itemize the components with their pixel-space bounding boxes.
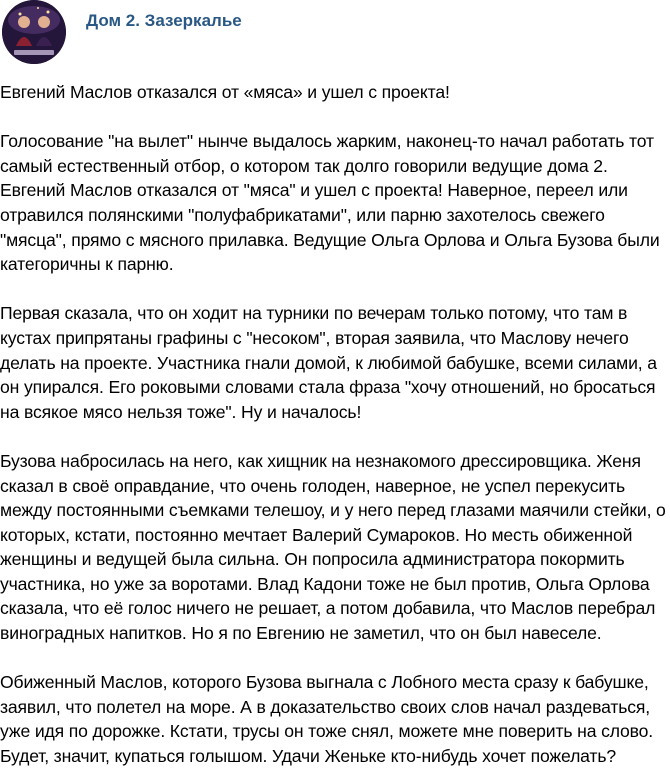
post-header — [0, 0, 670, 72]
post-text-line: Голосование "на вылет" нынче выдалось жарким, наконец-то начал работать тот — [0, 131, 654, 152]
post-text-line: женщины и ведущей была сильна. Он попросила администратора покормить — [0, 549, 625, 570]
post-text-line: виноградных напитков. Но я по Евгению не заметил, что он был навеселе. — [0, 623, 602, 644]
author-name-link[interactable]: Дом 2. Зазеркалье — [86, 11, 242, 30]
post-text-line: кустах припрятаны графины с "несоком", вторая заявила, что Маслову нечего — [0, 327, 629, 348]
post-text-line: Первая сказала, что он ходит на турники по вечерам только потому, что там в — [0, 303, 628, 324]
post-text-line: отравился полянскими "полуфабрикатами", или парню захотелось свежего — [0, 204, 605, 225]
post-paragraph — [0, 129, 670, 277]
post-text-line: сказала, что её голос ничего не решает, а потом добавила, что Маслов перебрал — [0, 598, 656, 619]
post-text-line: самый естественный отбор, о котором так долго говорили ведущие дома 2. — [0, 155, 608, 176]
post-text-line: Обиженный Маслов, которого Бузова выгнала с Лобного места сразу к бабушке, — [0, 672, 649, 693]
post-paragraph — [0, 449, 670, 646]
post-text-line: между постоянными съемками телешоу, и у него перед глазами маячили стейки, о — [0, 500, 666, 521]
post-text-line: Будет, значит, купаться голышом. Удачи Женьке кто-нибудь хочет пожелать? — [0, 746, 616, 767]
post-text-line: сказал в своё оправдание, что очень голоден, наверное, не успел перекусить — [0, 475, 626, 496]
community-avatar-icon — [2, 0, 66, 64]
post-text-line: уже идя по дорожке. Кстати, трусы он тоже снял, можете мне поверить на слово. — [0, 721, 654, 742]
post-text-line: "мясца", прямо с мясного прилавка. Ведущие Ольга Орлова и Ольга Бузова были — [0, 229, 660, 250]
post-text-line: заявил, что полетел на море. А в доказательство своих слов начал раздеваться, — [0, 696, 651, 717]
post-paragraph — [0, 80, 670, 105]
post-paragraph — [0, 301, 670, 424]
post-text-line: Евгений Маслов отказался от «мяса» и ушел с проекта! — [0, 82, 450, 102]
post-text — [0, 80, 670, 771]
post-text-line: он упирался. Его роковыми словами стала фраза "хочу отношений, но бросаться — [0, 377, 656, 398]
community-avatar[interactable] — [2, 0, 66, 64]
post-text-line: Бузова набросилась на него, как хищник на незнакомого дрессировщика. Женя — [0, 450, 641, 471]
post-text-line: которых, кстати, постоянно мечтает Валерий Сумароков. Но месть обиженной — [0, 524, 633, 545]
post-text-line: на всякое мясо нельзя тоже". Ну и началось! — [0, 401, 362, 422]
post-text-line: делать на проекте. Участника гнали домой, к любимой бабушке, всеми силами, а — [0, 352, 657, 373]
post-paragraph — [0, 670, 670, 768]
post-text-line: участника, но уже за воротами. Влад Кадони тоже не был против, Ольга Орлова — [0, 573, 650, 594]
post-text-line: категоричны к парню. — [0, 254, 174, 275]
post-text-line: Евгений Маслов отказался от "мяса" и ушел с проекта! Наверное, переел или — [0, 180, 628, 201]
